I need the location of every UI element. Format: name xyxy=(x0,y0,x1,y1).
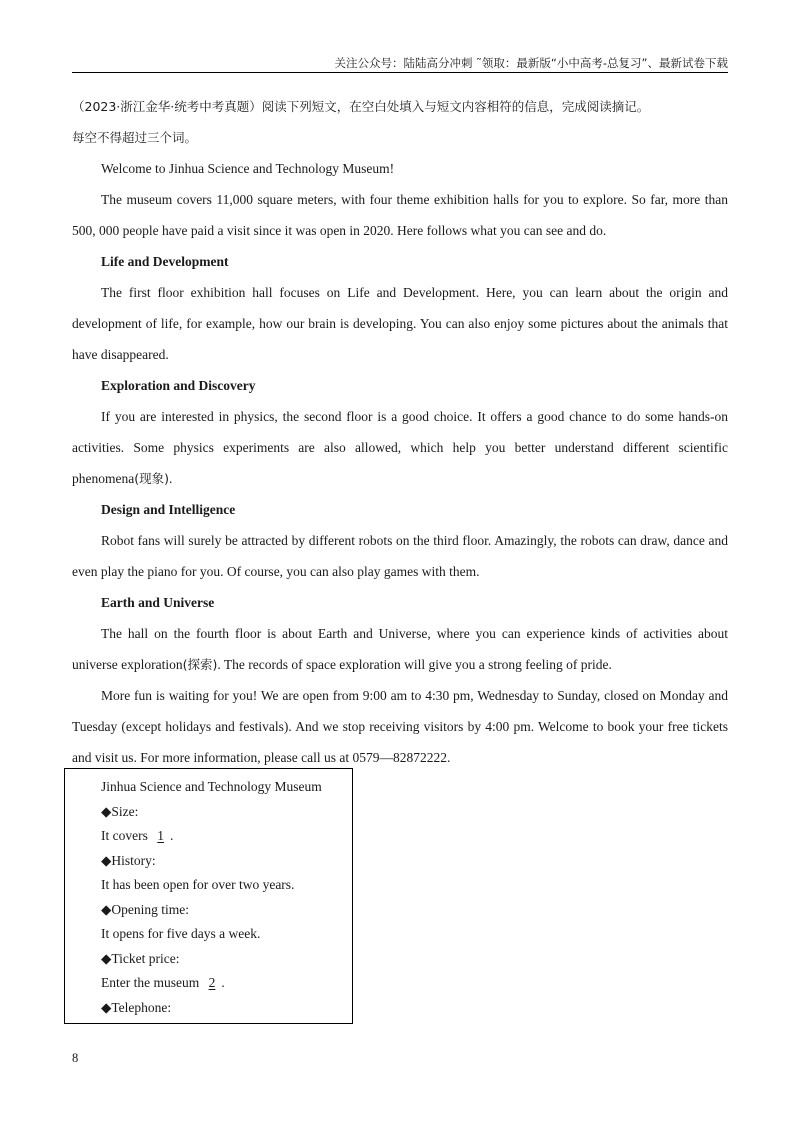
section-text-life: The first floor exhibition hall focuses on Life and Development. Here, you can learn about the origin and development of life, for example, how our brain is developing. You can also enjoy some pictures about the animals that have disappeared. xyxy=(72,285,728,362)
notes-opening-label: ◆Opening time: xyxy=(101,901,189,917)
notes-size-line xyxy=(101,824,352,849)
notes-title: Jinhua Science and Technology Museum xyxy=(101,779,322,794)
section-text-design: Robot fans will surely be attracted by different robots on the third floor. Amazingly, the robots can draw, dance and even play the piano for you. Of course, you can also play games with them. xyxy=(72,533,728,579)
notes-history-text: It has been open for over two years. xyxy=(101,877,295,892)
notes-ticket-text: Enter the museum xyxy=(101,975,203,990)
section-text-earth xyxy=(72,618,728,680)
blank-1[interactable]: 1 xyxy=(157,828,164,843)
section-heading-exploration: Exploration and Discovery xyxy=(101,378,256,393)
notes-history-label: ◆History: xyxy=(101,852,156,868)
notes-opening-text: It opens for five days a week. xyxy=(101,926,261,941)
section-heading-earth: Earth and Universe xyxy=(101,595,215,610)
document-body xyxy=(72,91,728,773)
section-heading-design: Design and Intelligence xyxy=(101,502,236,517)
notes-ticket-line xyxy=(101,971,352,996)
notes-ticket-label: ◆Ticket price: xyxy=(101,950,180,966)
reading-notes-box xyxy=(64,768,353,1024)
notes-telephone-label: ◆Telephone: xyxy=(101,999,172,1015)
gloss-phenomena: (现象) xyxy=(134,471,169,486)
gloss-exploration: (探索) xyxy=(182,657,218,672)
header-divider xyxy=(72,72,728,73)
notes-size-label: ◆Size: xyxy=(101,803,139,819)
article-intro: The museum covers 11,000 square meters, with four theme exhibition halls for you to explore. So far, more than 500, 000 people have paid a visit since it was open in 2020. Here follows what you can see and do. xyxy=(72,192,728,238)
section-text-earth-body: The hall on the fourth floor is about Earth and Universe, where you can experience kinds of activities about universe exploration xyxy=(72,626,728,672)
article-closing: More fun is waiting for you! We are open from 9:00 am to 4:30 pm, Wednesday to Sunday, closed on Monday and Tuesday (except holidays and festivals). And we stop receiving visitors by 4:00 pm. Welcome to book your free tickets and visit us. For more information, please call us at 0579—82872222. xyxy=(72,688,728,765)
notes-ticket-end: . xyxy=(221,975,225,990)
page-header: 关注公众号：陆陆高分冲刺 ˜领取：最新版“小中高考-总复习”、最新试卷下载 xyxy=(334,56,728,70)
section-text-exploration-body: If you are interested in physics, the second floor is a good choice. It offers a good chance to do some hands-on activities. Some physics experiments are also allowed, which help you better understand different scientific phenomena xyxy=(72,409,728,486)
instruction-line-1: （2023·浙江金华·统考中考真题）阅读下列短文，在空白处填入与短文内容相符的信息，完成阅读摘记。 xyxy=(72,99,650,114)
section-text-earth-end: . The records of space exploration will give you a strong feeling of pride. xyxy=(217,657,612,672)
article-title: Welcome to Jinhua Science and Technology Museum! xyxy=(101,161,395,176)
blank-2[interactable]: 2 xyxy=(208,975,216,990)
section-heading-life: Life and Development xyxy=(101,254,229,269)
notes-size-end: . xyxy=(169,828,174,843)
section-text-exploration xyxy=(72,401,728,494)
page-number: 8 xyxy=(72,1051,79,1065)
section-text-exploration-end: . xyxy=(169,471,173,486)
notes-size-text: It covers xyxy=(101,828,152,843)
instruction-line-2: 每空不得超过三个词。 xyxy=(72,130,198,145)
